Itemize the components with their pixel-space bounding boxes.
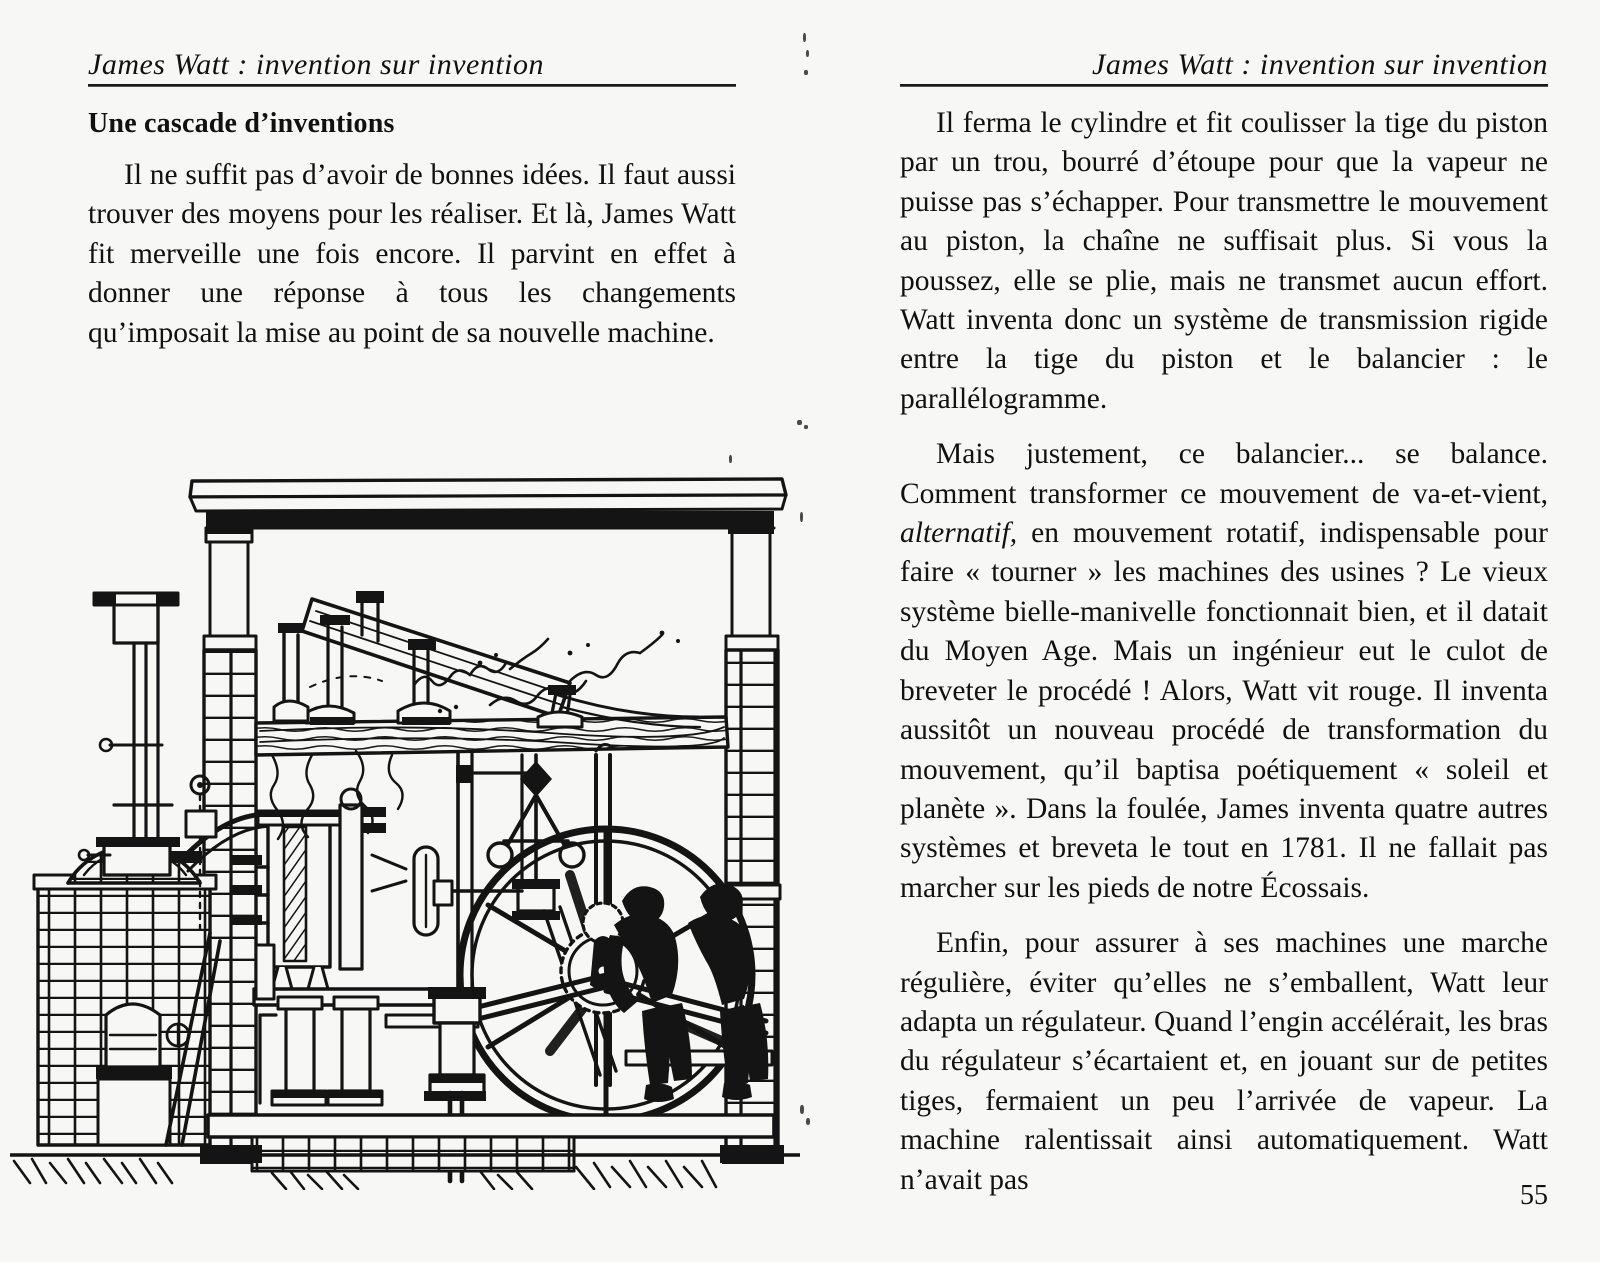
scan-speck — [729, 455, 732, 463]
run-text: Il ferma le cylindre et fit coulisser la tige du piston par un trou, bourré d’étoupe pour que la vapeur ne puisse pas s’échapper. Pour transmettre le mouvement au piston, la chaîne ne suffisait plus. Si vous la poussez, elle se plie, mais ne transmet aucun effort. Watt inventa donc un système de transmission rigide entre la tige du piston et le balancier : le parallélogramme. — [900, 107, 1548, 415]
gauge-stack — [94, 593, 178, 843]
right-column — [900, 0, 1548, 1262]
emphasis-text: alternatif, — [900, 517, 1018, 550]
run-text: Mais justement, ce balancier... se balance. Comment transformer ce mouvement de va-et-vient, — [900, 438, 1548, 510]
scan-speck — [803, 33, 806, 42]
scan-speck — [800, 512, 803, 522]
section-subheading: Une cascade d’inventions — [88, 108, 395, 139]
steam-engine-illustration — [10, 455, 800, 1190]
scan-speck — [800, 1105, 804, 1114]
scan-speck — [797, 420, 802, 425]
scan-speck — [804, 425, 808, 429]
left-body-text — [88, 156, 736, 353]
page-number: 55 — [1520, 1180, 1548, 1211]
paragraph: Il ne suffit pas d’avoir de bonnes idées. Il faut aussi trouver des moyens pour les réaliser. Et là, James Watt fit merveille une fois encore. Il parvint en effet à donner une réponse à tous les changements qu’imposait la mise au point de sa nouvelle machine. — [88, 159, 736, 349]
header-rule-left — [88, 84, 736, 87]
header-rule-right — [900, 84, 1548, 87]
running-head-right: James Watt : invention sur invention — [1092, 48, 1548, 81]
rocking-beam — [274, 591, 700, 727]
paragraph — [900, 435, 1548, 908]
paragraph — [900, 104, 1548, 419]
entablature-roof — [190, 479, 786, 528]
running-head-left: James Watt : invention sur invention — [88, 48, 544, 81]
scan-speck — [806, 50, 809, 57]
scan-speck — [804, 70, 808, 75]
run-text: Enfin, pour assurer à ses machines une marche régulière, éviter qu’elles ne s’emballent, Watt leur adapta un régulateur. Quand l’engin accélérait, les bras du régulateur s’écartaient et, en jouant sur de petites tiges, fermaient un peu l’arrivée de vapeur. La machine ralentissait ainsi automatiquement. Watt n’avait pas — [900, 927, 1548, 1196]
right-body-text — [900, 104, 1548, 1200]
paragraph — [900, 924, 1548, 1200]
run-text: en mouvement rotatif, indispensable pour faire « tourner » les machines des usines ? Le vieux système bielle-manivelle fonctionnait bien, et il datait du Moyen Age. Mais un ingénieur eut le culot de breveter le procédé ! Alors, Watt vit rouge. Il inventa aussitôt un nouveau procédé de transformation du mouvement, qu’il baptisa poétiquement « soleil et planète ». Dans la foulée, James inventa quatre autres systèmes et breveta le tout en 1781. Il ne fallait pas marcher sur les pieds de notre Écossais. — [900, 517, 1548, 904]
scan-speck — [806, 1118, 810, 1125]
